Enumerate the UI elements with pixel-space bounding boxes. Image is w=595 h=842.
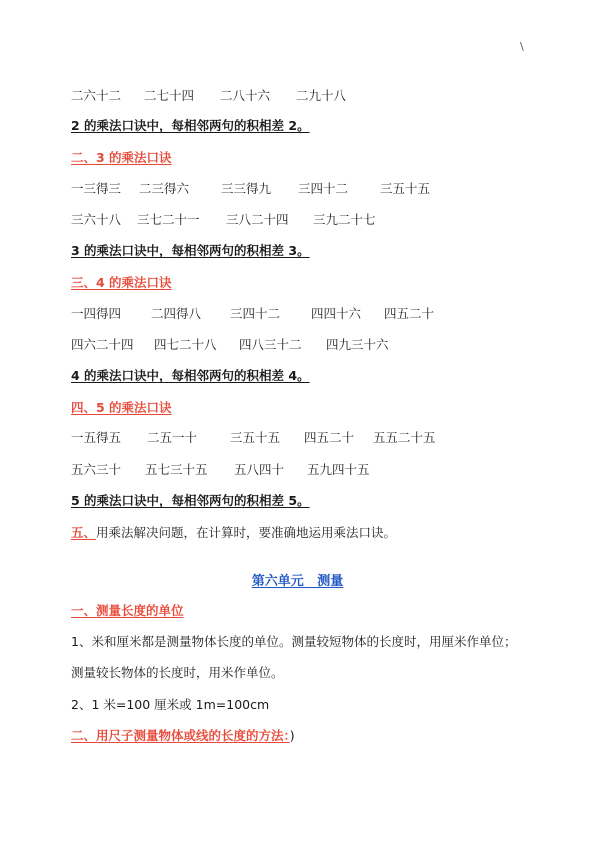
rhyme-item: 二七十四 [144, 88, 195, 103]
rhyme-item: 三八二十四 [226, 212, 289, 227]
rhyme-item: 三六十八 [71, 212, 122, 227]
rhyme-item: 四六二十四 [71, 337, 134, 352]
summary-5: 5 的乘法口诀中，每相邻两句的积相差 5。 [71, 493, 310, 508]
rhyme-item: 一三得三 [71, 181, 122, 196]
rhyme-item: 二八十六 [220, 88, 271, 103]
rhyme-item: 三五十五 [380, 181, 431, 196]
point-five-label: 五、 [71, 525, 97, 540]
section-2-tail: ) [289, 728, 295, 743]
rhyme-item: 五九四十五 [307, 462, 370, 477]
heading-5-table: 四、5 的乘法口诀 [71, 400, 172, 415]
rhyme-item: 三五十五 [230, 430, 281, 445]
rhyme-item: 一四得四 [71, 306, 122, 321]
rhyme-item: 五六三十 [71, 462, 122, 477]
rhyme-item: 三四十二 [298, 181, 349, 196]
point-five [71, 525, 396, 541]
unit-conversion: 2、1 米=100 厘米或 1m=100cm [71, 697, 270, 712]
corner-mark: \ [520, 40, 524, 53]
summary-3: 3 的乘法口诀中，每相邻两句的积相差 3。 [71, 243, 310, 258]
summary-2: 2 的乘法口诀中，每相邻两句的积相差 2。 [71, 118, 310, 133]
rhyme-item: 三四十二 [230, 306, 281, 321]
rhyme-item: 五八四十 [234, 462, 285, 477]
section-1-heading: 一、测量长度的单位 [71, 603, 184, 618]
section-1-paragraph: 1、米和厘米都是测量物体长度的单位。测量较短物体的长度时，用厘米作单位； [71, 634, 517, 649]
rhyme-item: 二三得六 [139, 181, 190, 196]
heading-3-table: 二、3 的乘法口诀 [71, 150, 172, 165]
rhyme-item: 三七二十一 [137, 212, 200, 227]
multiplication-row [71, 430, 436, 446]
rhyme-item: 四七二十八 [154, 337, 217, 352]
section-2-heading-line [71, 728, 295, 744]
rhyme-item: 四五二十 [384, 306, 435, 321]
multiplication-row [71, 181, 430, 197]
rhyme-item: 一五得五 [71, 430, 122, 445]
multiplication-row [71, 212, 376, 228]
rhyme-item: 二六十二 [71, 88, 122, 103]
multiplication-row [71, 88, 346, 104]
rhyme-item: 三三得九 [221, 181, 272, 196]
summary-4: 4 的乘法口诀中，每相邻两句的积相差 4。 [71, 368, 310, 383]
rhyme-item: 四五二十 [304, 430, 355, 445]
rhyme-item: 四八三十二 [239, 337, 302, 352]
multiplication-row [71, 462, 370, 478]
rhyme-item: 二五一十 [147, 430, 198, 445]
multiplication-row [71, 337, 389, 353]
rhyme-item: 四四十六 [311, 306, 362, 321]
section-1-paragraph-cont: 测量较长物体的长度时，用米作单位。 [71, 665, 284, 680]
heading-4-table: 三、4 的乘法口诀 [71, 275, 172, 290]
section-2-heading: 二、用尺子测量物体或线的长度的方法： [71, 728, 290, 743]
rhyme-item: 五五二十五 [373, 430, 436, 445]
rhyme-item: 三九二十七 [313, 212, 376, 227]
rhyme-item: 五七三十五 [145, 462, 208, 477]
point-five-text: 用乘法解决问题，在计算时，要准确地运用乘法口诀。 [96, 525, 397, 540]
rhyme-item: 二四得八 [151, 306, 202, 321]
rhyme-item: 四九三十六 [326, 337, 389, 352]
multiplication-row [71, 306, 434, 322]
unit-title: 第六单元 测量 [251, 574, 344, 589]
rhyme-item: 二九十八 [296, 88, 347, 103]
